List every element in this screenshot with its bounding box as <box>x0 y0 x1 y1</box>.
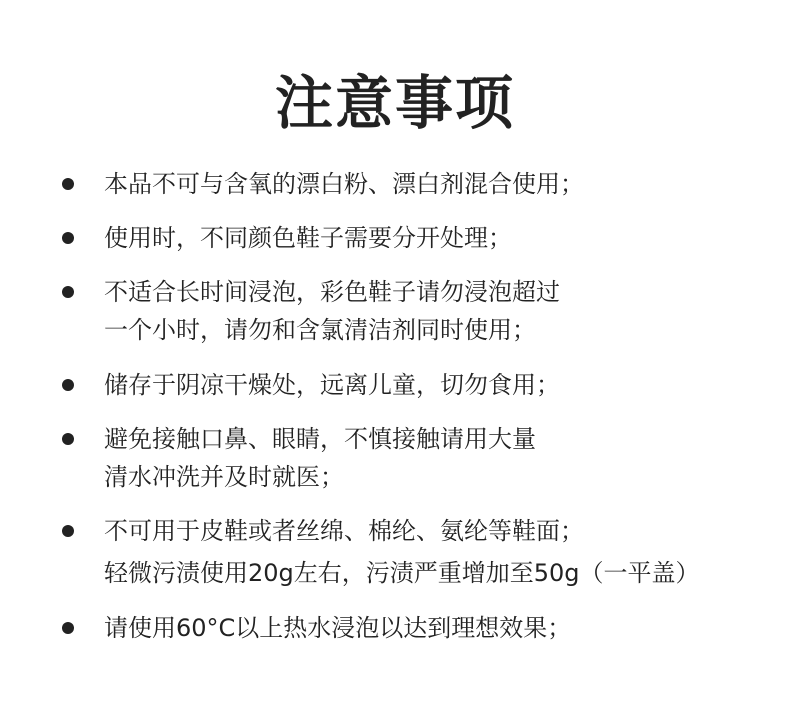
bullet-icon <box>62 433 74 445</box>
page-title: 注意事项 <box>274 68 515 137</box>
item-text: 使用时，不同颜色鞋子需要分开处理； <box>104 224 512 252</box>
bullet-icon <box>62 379 74 391</box>
bullet-icon <box>62 232 74 244</box>
bullet-icon <box>62 178 74 190</box>
item-text: 不适合长时间浸泡，彩色鞋子请勿浸泡超过 <box>104 278 560 306</box>
item-text: 储存于阴凉干燥处，远离儿童，切勿食用； <box>104 371 560 399</box>
item-text: 请使用60°C以上热水浸泡以达到理想效果； <box>104 614 572 642</box>
bullet-icon <box>62 622 74 634</box>
item-text: 避免接触口鼻、眼睛，不慎接触请用大量 <box>104 425 536 453</box>
item-text: 不可用于皮鞋或者丝绵、棉纶、氨纶等鞋面； <box>104 517 584 545</box>
item-text: 本品不可与含氧的漂白粉、漂白剂混合使用； <box>104 170 584 198</box>
bullet-icon <box>62 525 74 537</box>
bullet-icon <box>62 286 74 298</box>
item-text: 一个小时，请勿和含氯清洁剂同时使用； <box>104 316 536 344</box>
item-text: 清水冲洗并及时就医； <box>104 463 344 491</box>
item-text: 轻微污渍使用20g左右，污渍严重增加至50g（一平盖） <box>104 559 700 587</box>
